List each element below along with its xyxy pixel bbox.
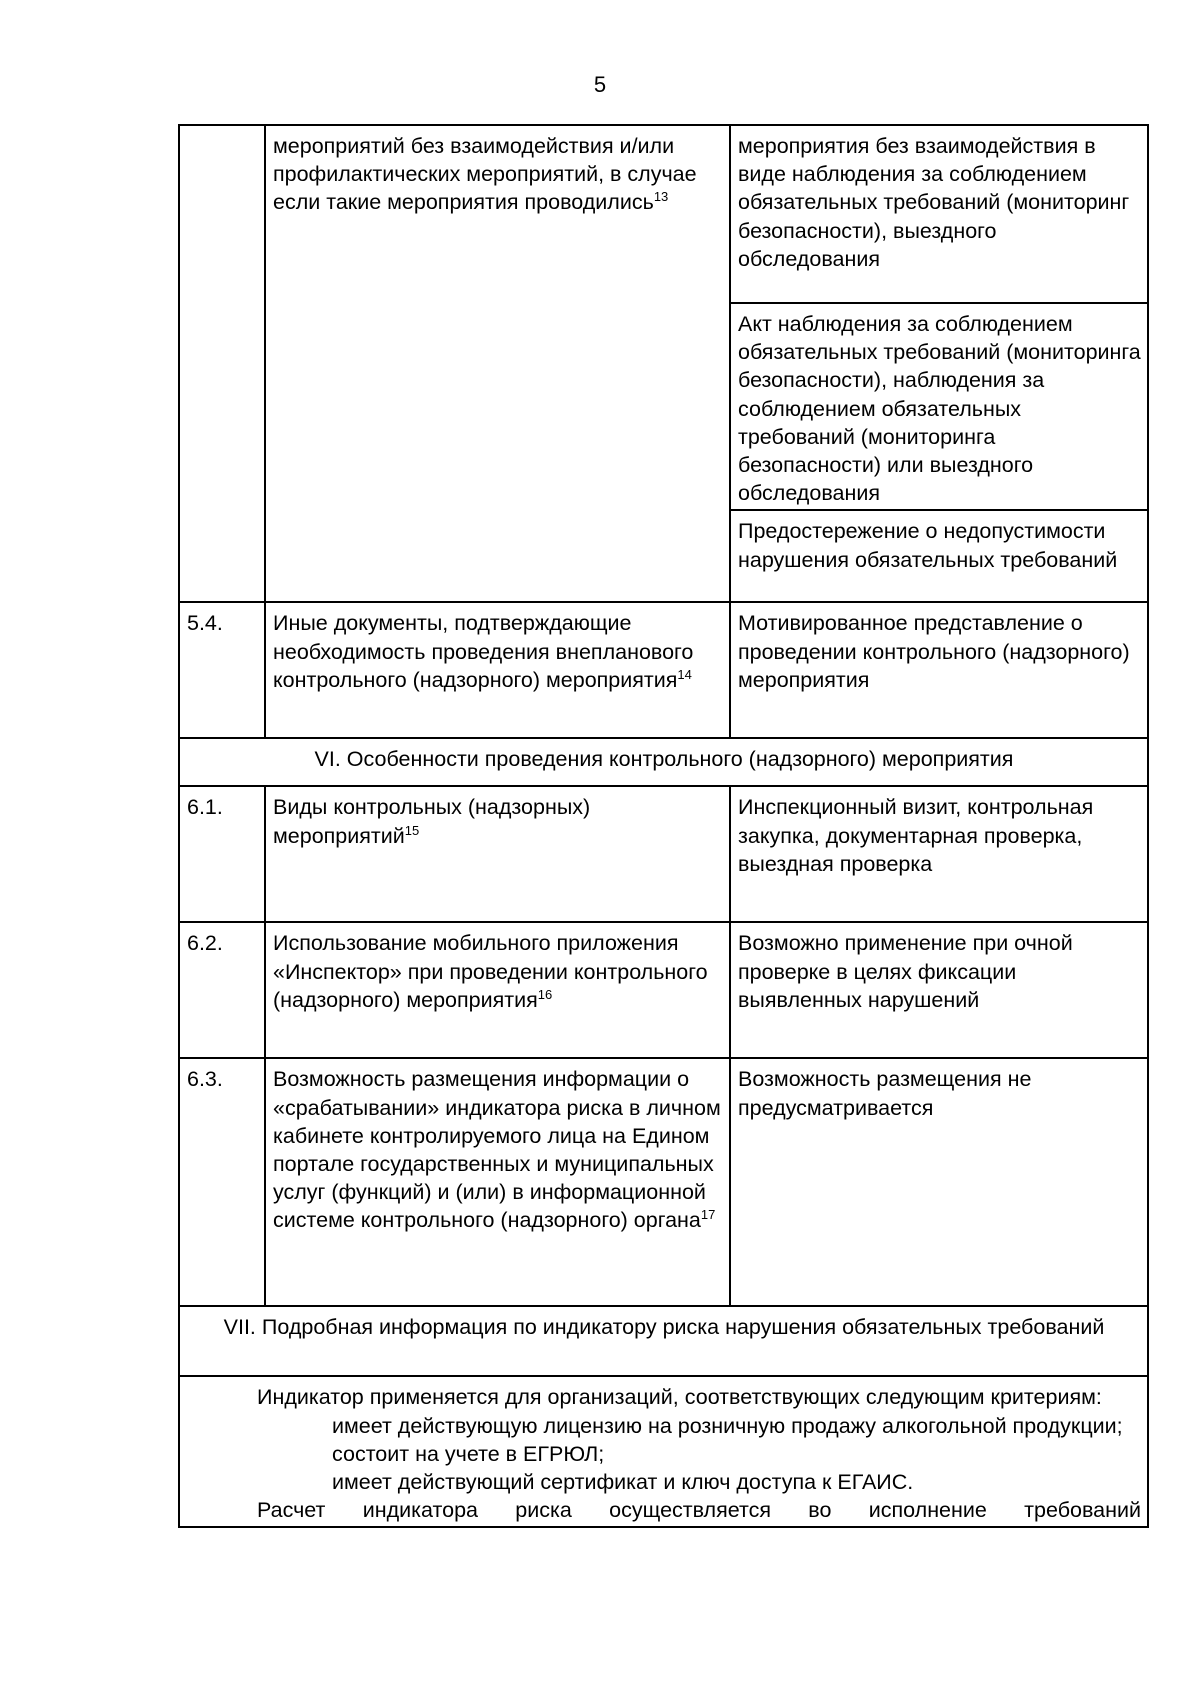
footnote-ref: 14 [677, 666, 692, 682]
row-value-cell [730, 602, 1148, 738]
row-description-text: мероприятий без взаимодействия и/или профилактических мероприятий, в случае если такие мероприятия проводились [273, 134, 697, 215]
row-value-cell [730, 125, 1148, 303]
row-description-text: Виды контрольных (надзорных) мероприятий [273, 795, 591, 848]
row-number-cell: 6.2. [179, 922, 265, 1058]
table-row [179, 786, 1148, 922]
row-value-text: Акт наблюдения за соблюдением обязательных требований (мониторинга безопасности), наблюдения за соблюдением обязательных требований (мониторинга безопасности) или выездного обследования [738, 312, 1141, 506]
table-row [179, 1376, 1148, 1527]
row-value-cell [730, 510, 1148, 602]
paragraph: Индикатор применяется для организаций, соответствующих следующим критериям: [257, 1385, 1102, 1410]
paragraph: имеет действующий сертификат и ключ доступа к ЕГАИС. [332, 1470, 914, 1495]
row-value-text: Возможность размещения не предусматривается [738, 1067, 1032, 1120]
footnote-ref: 16 [537, 986, 553, 1002]
row-value-cell [730, 303, 1148, 510]
table-row [179, 922, 1148, 1058]
row-value-cell [730, 922, 1148, 1058]
row-description-cell [265, 786, 730, 922]
row-description-cell [265, 922, 730, 1058]
table-row [179, 602, 1148, 738]
indicator-description-cell [179, 1376, 1148, 1527]
row-value-text: мероприятия без взаимодействия в виде наблюдения за соблюдением обязательных требований (мониторинг безопасности), выездного обследования [738, 134, 1130, 271]
row-value-cell [730, 1058, 1148, 1306]
table-row [179, 125, 1148, 303]
row-number-cell [179, 125, 265, 602]
paragraph: состоит на учете в ЕГРЮЛ; [332, 1441, 605, 1466]
row-number-cell: 5.4. [179, 602, 265, 738]
paragraph: имеет действующую лицензию на розничную продажу алкогольной продукции; [332, 1413, 1123, 1438]
row-description-text: Возможность размещения информации о «срабатывании» индикатора риска в личном кабинете контролируемого лица на Едином портале государственных и муниципальных услуг (функций) и (или) в информационной системе контрольного (надзорного) органа [273, 1067, 721, 1233]
paragraph: Расчет индикатора риска осуществляется во исполнение требований [257, 1498, 1141, 1523]
row-value-text: Предостережение о недопустимости нарушения обязательных требований [738, 519, 1118, 572]
row-value-text: Возможно применение при очной проверке в целях фиксации выявленных нарушений [738, 931, 1073, 1012]
table-row [179, 1058, 1148, 1306]
section-heading-row [179, 1306, 1148, 1376]
row-value-text: Инспекционный визит, контрольная закупка, документарная проверка, выездная проверка [738, 795, 1094, 876]
row-description-cell [265, 1058, 730, 1306]
row-value-cell [730, 786, 1148, 922]
row-value-text: Мотивированное представление о проведении контрольного (надзорного) мероприятия [738, 611, 1130, 692]
footnote-ref: 13 [653, 189, 669, 205]
row-number-cell: 6.1. [179, 786, 265, 922]
row-description-cell [265, 602, 730, 738]
page-number: 5 [593, 72, 607, 97]
section-heading: VII. Подробная информация по индикатору риска нарушения обязательных требований [179, 1306, 1148, 1376]
row-description-text: Использование мобильного приложения «Инспектор» при проведении контрольного (надзорного) мероприятия [273, 931, 708, 1012]
footnote-ref: 17 [700, 1207, 716, 1223]
row-number-cell: 6.3. [179, 1058, 265, 1306]
row-description-text: Иные документы, подтверждающие необходимость проведения внепланового контрольного (надзорного) мероприятия [273, 611, 694, 692]
footnote-ref: 15 [404, 822, 420, 838]
section-heading: VI. Особенности проведения контрольного (надзорного) мероприятия [179, 738, 1148, 786]
section-heading-row [179, 738, 1148, 786]
requirements-table [178, 124, 1149, 1528]
row-description-cell [265, 125, 730, 602]
